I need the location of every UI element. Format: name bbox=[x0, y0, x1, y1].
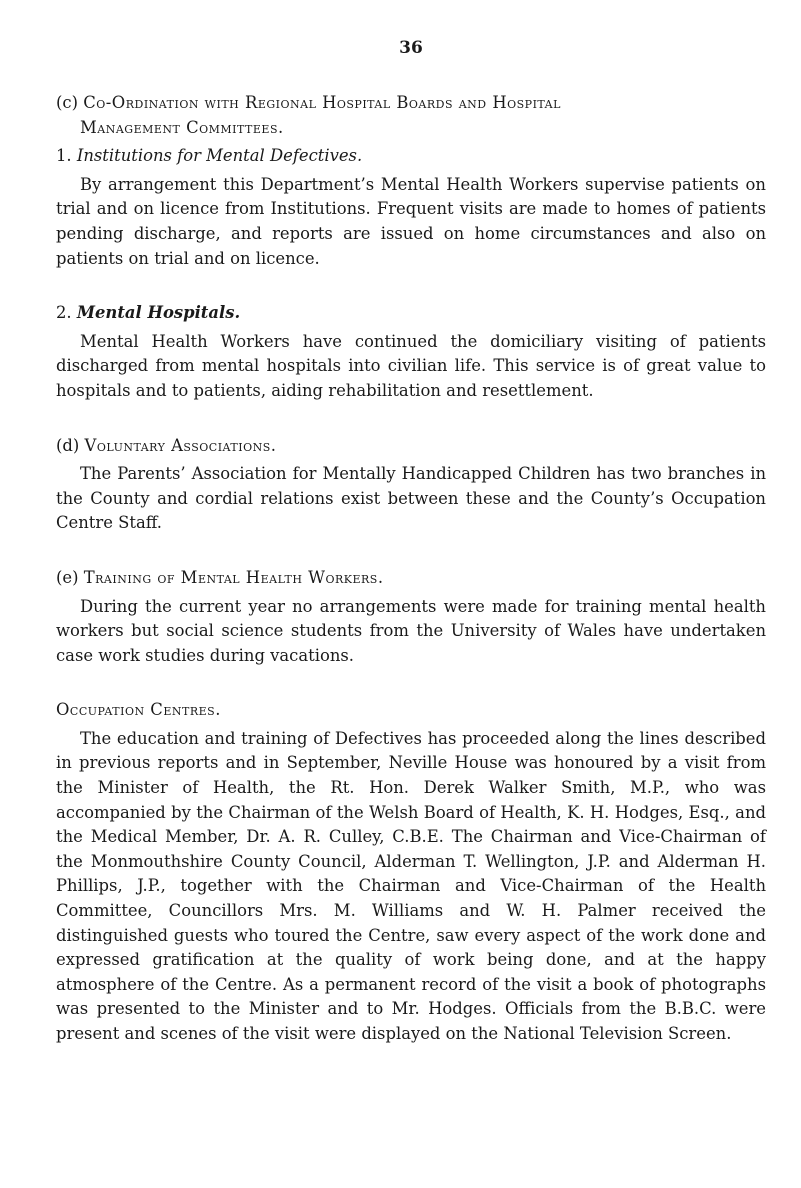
sub1-body: By arrangement this Department’s Mental Health Workers supervise patients on trial and on licence from Institutions. Frequent visits are made to homes of patients pending discharge, and reports are issued on home circumstances and also on patients on trial and on licence. bbox=[56, 174, 766, 268]
sub2-heading bbox=[56, 301, 766, 326]
section-c-title-line1: Co-Ordination with Regional Hospital Boards and Hospital bbox=[83, 93, 561, 112]
section-d-heading bbox=[56, 434, 766, 459]
section-e-heading bbox=[56, 566, 766, 591]
occupation-centres-heading: Occupation Centres. bbox=[56, 700, 221, 720]
sub1-title: Institutions for Mental Defectives. bbox=[76, 146, 363, 166]
sub1-heading bbox=[56, 144, 766, 169]
page-content bbox=[56, 91, 766, 1047]
section-e-title: Training of Mental Health Workers. bbox=[83, 567, 384, 587]
section-e-body: During the current year no arrangements were made for training mental health workers but social science students from the University of Wales have undertaken case work studies during vacations. bbox=[56, 596, 766, 665]
section-c-heading bbox=[56, 91, 766, 140]
section-d-title: Voluntary Associations. bbox=[84, 435, 277, 455]
section-c-title-line2: Management Committees. bbox=[80, 117, 284, 137]
section-d-label: (d) bbox=[56, 435, 80, 455]
sub1-number: 1. bbox=[56, 146, 72, 166]
page-number: 36 bbox=[399, 38, 423, 58]
sub2-body: Mental Health Workers have continued the domiciliary visiting of patients discharged from mental hospitals into civilian life. This service is of great value to hospitals and to patients, aiding rehabilitation and resettlement. bbox=[56, 331, 766, 400]
occupation-centres-body: The education and training of Defectives has proceeded along the lines described in previous reports and in September, Neville House was honoured by a visit from the Minister of Health, the Rt. Hon. Derek Walker Smith, M.P., who was accompanied by the Chairman of the Welsh Board of Health, K. H. Hodges, Esq., and the Medical Member, Dr. A. R. Culley, C.B.E. The Chairman and Vice-Chairman of the Monmouthshire County Council, Alderman T. Wellington, J.P. and Alderman H. Phillips, J.P., together with the Chairman and Vice-Chairman of the Health Committee, Councillors Mrs. M. Williams and W. H. Palmer received the distinguished guests who toured the Centre, saw every aspect of the work done and expressed gratification at the quality of work being done, and at the happy atmosphere of the Centre. As a permanent record of the visit a book of photographs was presented to the Minister and to Mr. Hodges. Officials from the B.B.C. were present and scenes of the visit were displayed on the National Television Screen. bbox=[56, 728, 766, 1043]
section-e-label: (e) bbox=[56, 567, 79, 587]
section-c-label: (c) bbox=[56, 93, 78, 112]
sub2-number: 2. bbox=[56, 303, 72, 323]
sub2-title: Mental Hospitals. bbox=[76, 303, 241, 323]
section-d-body: The Parents’ Association for Mentally Handicapped Children has two branches in the County and cordial relations exist between these and the County’s Occupation Centre Staff. bbox=[56, 464, 766, 533]
